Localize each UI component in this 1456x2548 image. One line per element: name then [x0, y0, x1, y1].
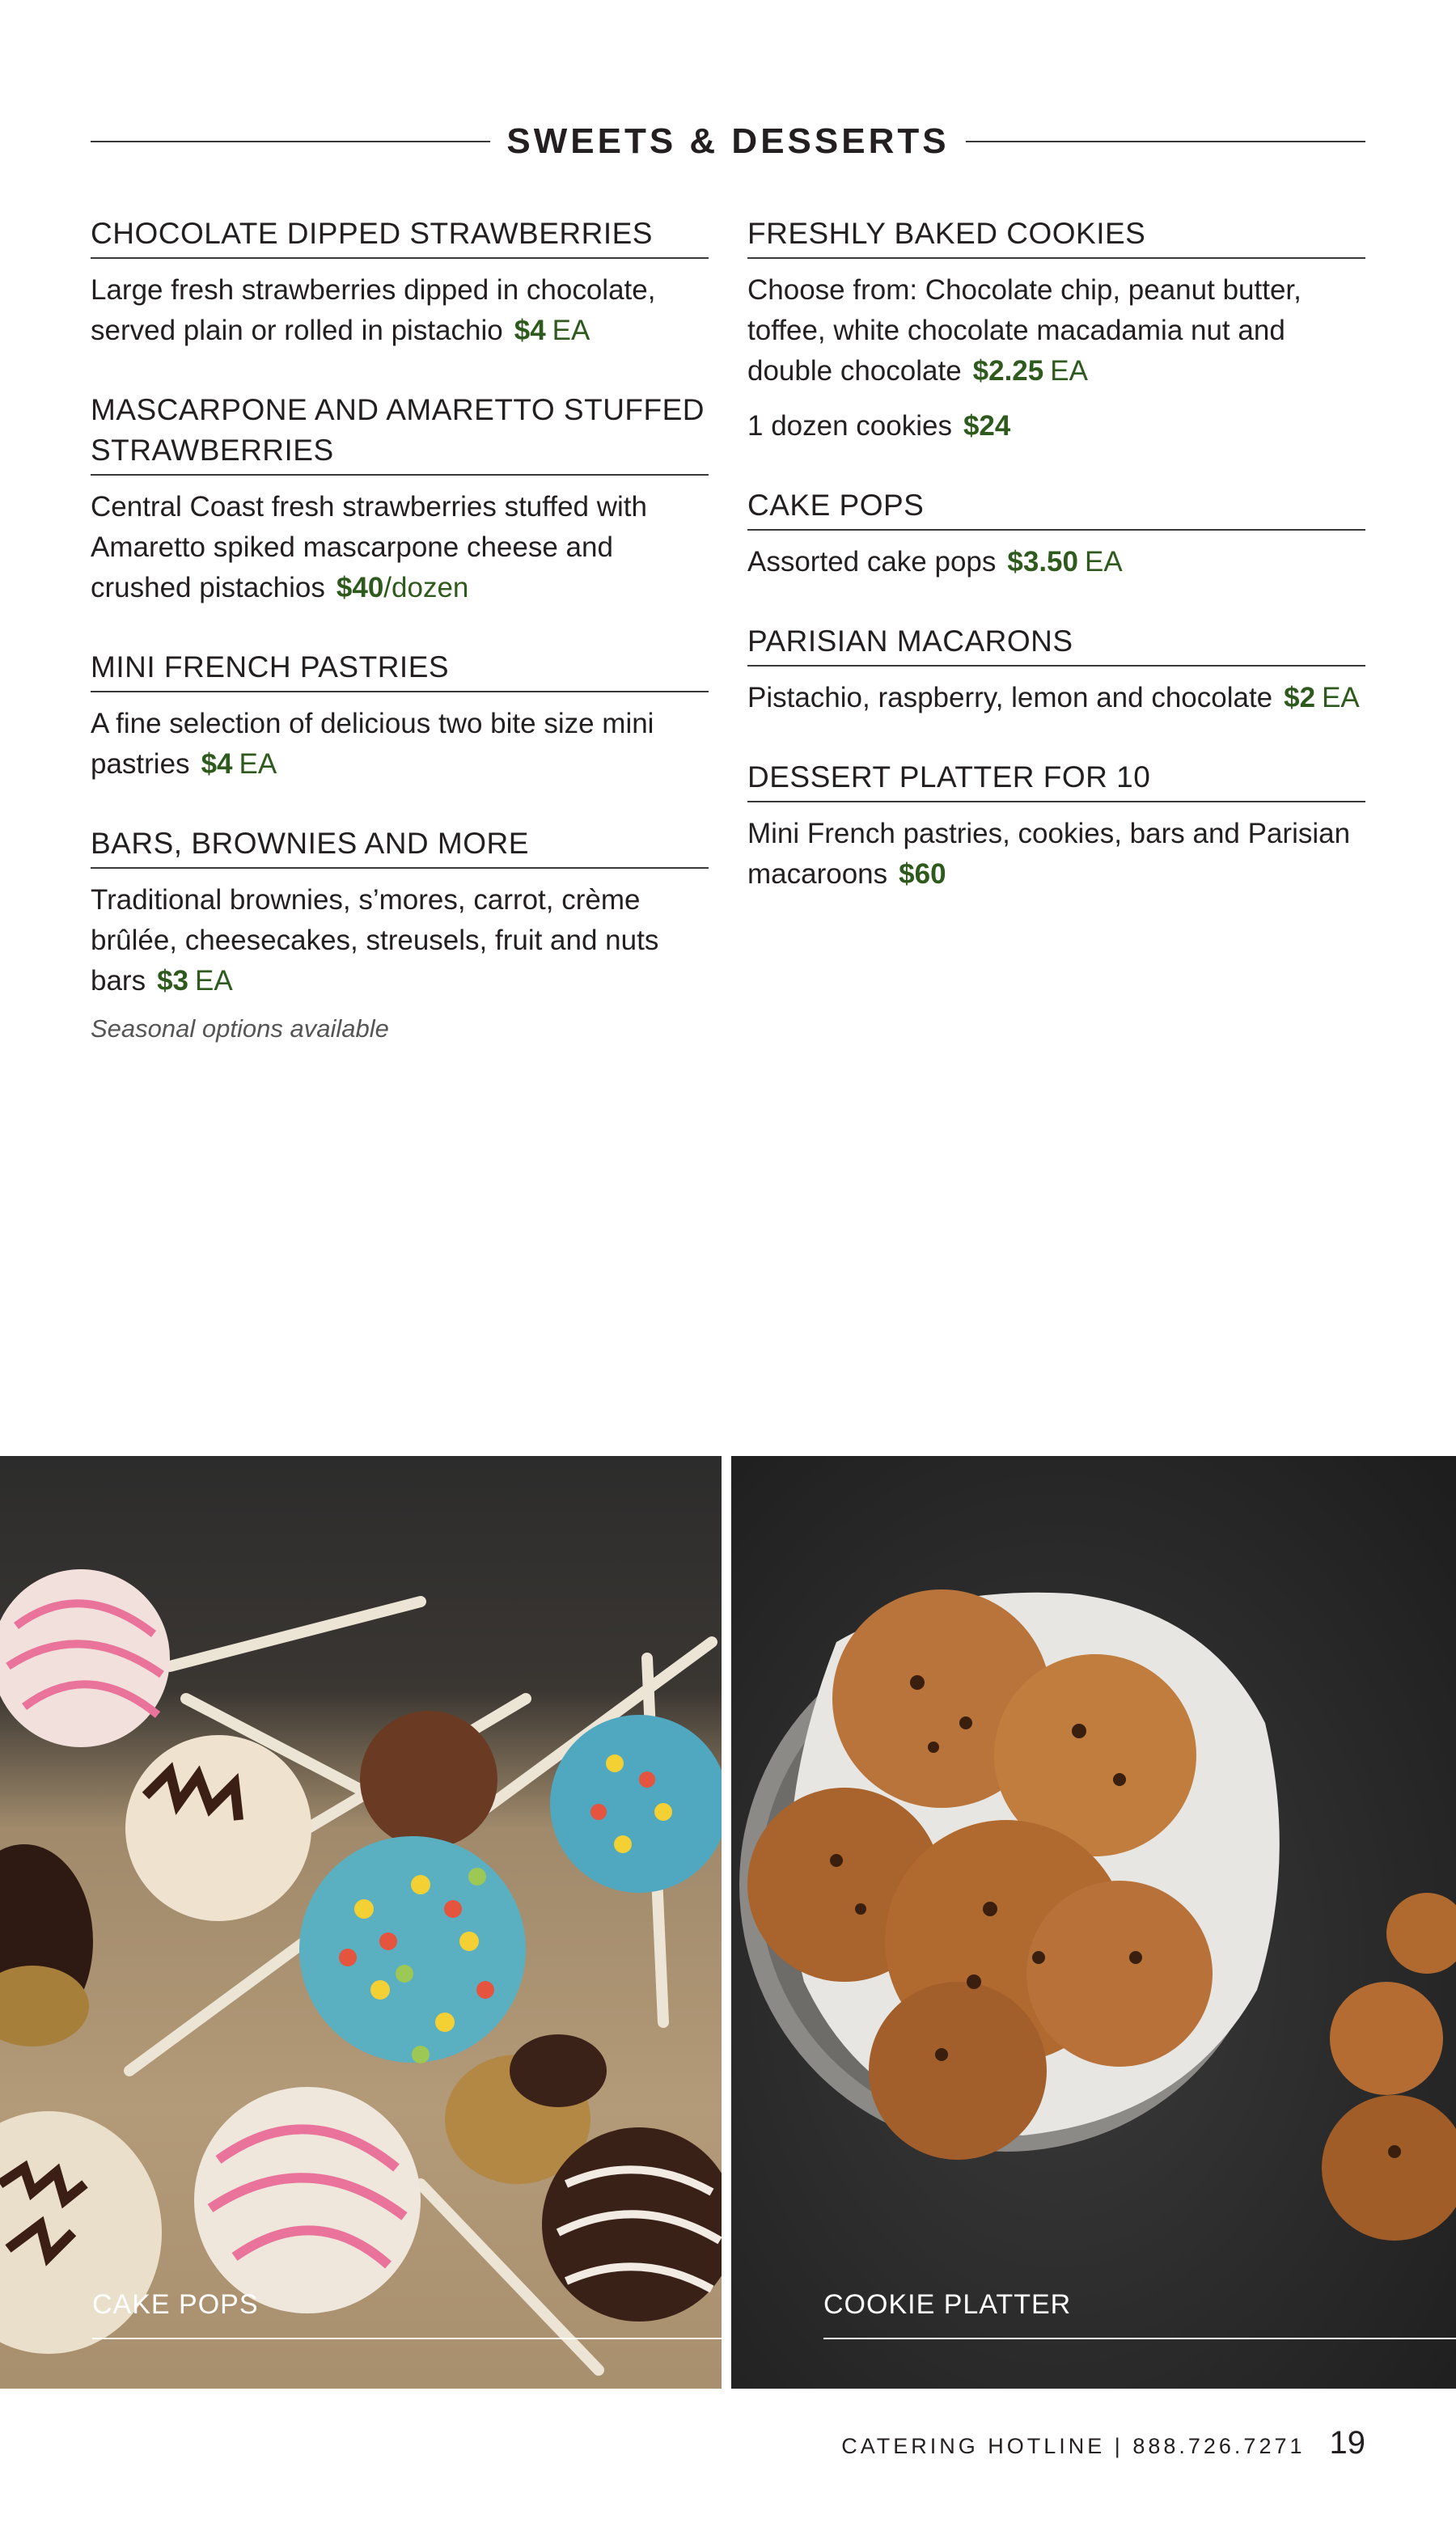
- item-price: $2: [1284, 682, 1316, 713]
- item-description: [747, 814, 1365, 895]
- item-price-unit: EA: [195, 965, 233, 997]
- item-title: CAKE POPS: [747, 485, 1365, 531]
- menu-item-bars-brownies: [91, 823, 709, 1047]
- item-price-unit: EA: [552, 315, 590, 346]
- catering-hotline: CATERING HOTLINE | 888.726.7271: [841, 2434, 1306, 2458]
- cake-pops-caption: CAKE POPS: [92, 2289, 259, 2320]
- menu-column-right: [747, 214, 1365, 933]
- item-price: $60: [899, 858, 946, 890]
- menu-item-stuffed-strawberries: [91, 390, 709, 608]
- item-title: MASCARPONE AND AMARETTO STUFFED STRAWBERRIES: [91, 390, 709, 476]
- item-price: $2.25: [972, 355, 1044, 387]
- item-price: $4: [201, 748, 233, 780]
- item-title: MINI FRENCH PASTRIES: [91, 647, 709, 692]
- item-description-text: Central Coast fresh strawberries stuffed with Amaretto spiked mascarpone cheese and crushed pistachios: [91, 491, 647, 603]
- menu-item-parisian-macarons: [747, 621, 1365, 718]
- menu-item-cake-pops: [747, 485, 1365, 582]
- item-description: [747, 678, 1365, 718]
- item-title: PARISIAN MACARONS: [747, 621, 1365, 667]
- cake-pops-caption-rule: [92, 2338, 722, 2339]
- item-title: BARS, BROWNIES AND MORE: [91, 823, 709, 869]
- page-title: SWEETS & DESSERTS: [506, 121, 950, 161]
- item-price: $3.50: [1007, 546, 1078, 578]
- item-description: [91, 880, 709, 1001]
- header-rule-right: [966, 141, 1365, 142]
- dozen-cookies-label: 1 dozen cookies: [747, 410, 952, 442]
- cookie-platter-illustration: [731, 1456, 1456, 2389]
- cake-pops-photo: [0, 1456, 722, 2389]
- page-header: [91, 113, 1365, 170]
- item-description-text: Pistachio, raspberry, lemon and chocolate: [747, 682, 1273, 713]
- item-price-unit: EA: [1322, 682, 1360, 713]
- item-price-unit: EA: [239, 748, 277, 780]
- cookie-platter-caption-rule: [823, 2338, 1456, 2339]
- item-title: DESSERT PLATTER FOR 10: [747, 757, 1365, 802]
- item-title: FRESHLY BAKED COOKIES: [747, 214, 1365, 259]
- item-description: [91, 270, 709, 351]
- item-description: [91, 704, 709, 785]
- cookie-platter-photo: [731, 1456, 1456, 2389]
- item-description-text: A fine selection of delicious two bite size mini pastries: [91, 708, 654, 780]
- seasonal-note: Seasonal options available: [91, 1014, 389, 1043]
- item-price: $4: [514, 315, 546, 346]
- item-description-text: Choose from: Chocolate chip, peanut butter, toffee, white chocolate macadamia nut and double chocolate: [747, 274, 1302, 387]
- page-footer: [841, 2425, 1365, 2474]
- item-price-unit: /dozen: [383, 572, 469, 603]
- item-description-text: Mini French pastries, cookies, bars and Parisian macaroons: [747, 818, 1351, 890]
- cookie-platter-caption: COOKIE PLATTER: [823, 2289, 1072, 2320]
- item-price: $3: [157, 965, 189, 997]
- item-description: [747, 270, 1365, 392]
- item-title: CHOCOLATE DIPPED STRAWBERRIES: [91, 214, 709, 259]
- menu-item-mini-french-pastries: [91, 647, 709, 785]
- menu-item-freshly-baked-cookies: [747, 214, 1365, 447]
- item-price-unit: EA: [1050, 355, 1088, 387]
- item-description: [91, 487, 709, 608]
- item-description-text: Assorted cake pops: [747, 546, 997, 578]
- menu-item-chocolate-dipped-strawberries: [91, 214, 709, 351]
- page-number: 19: [1329, 2425, 1365, 2461]
- cake-pops-illustration: [0, 1456, 722, 2389]
- item-description: [747, 542, 1365, 582]
- menu-column-left: [91, 214, 709, 1086]
- item-description-text: Large fresh strawberries dipped in chocolate, served plain or rolled in pistachio: [91, 274, 656, 346]
- dozen-cookies-price: $24: [963, 410, 1011, 442]
- item-description-text: Traditional brownies, s’mores, carrot, crème brûlée, cheesecakes, streusels, fruit and nuts bars: [91, 884, 659, 997]
- menu-item-dessert-platter: [747, 757, 1365, 895]
- item-price-unit: EA: [1085, 546, 1123, 578]
- dozen-cookies-line: [747, 406, 1365, 447]
- item-price: $40: [336, 572, 384, 603]
